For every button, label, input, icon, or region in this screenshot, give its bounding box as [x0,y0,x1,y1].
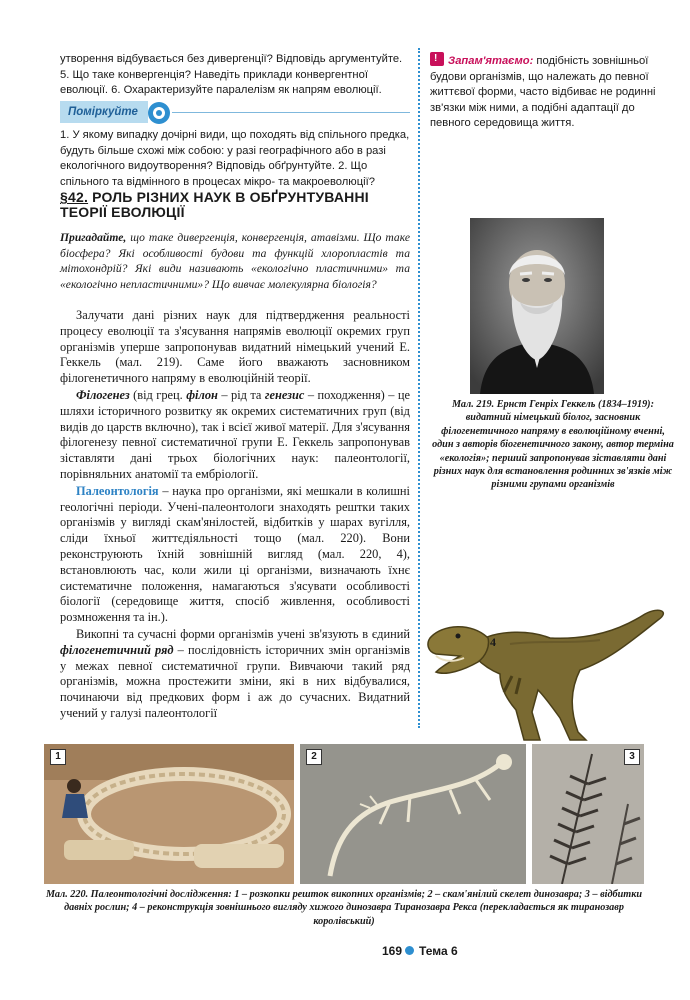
section-title [60,190,410,220]
plant-imprints-image [532,744,644,884]
section-title-text: РОЛЬ РІЗНИХ НАУК В ОБҐРУНТУВАННІ ТЕОРІЇ ЕВОЛЮЦІЇ [60,189,369,220]
remember-box [430,52,668,132]
p2-text-b: – рід та [217,387,265,402]
photo-3-label: 3 [624,749,640,765]
think-label: Поміркуйте [60,101,148,123]
page-footer [382,944,458,960]
think-icon [146,100,172,126]
paragraph-4 [60,627,410,722]
figure-220-caption: Мал. 220. Палеонтологічні дослідження: 1 – розкопки решток викопних організмів; 2 – скам'янілий скелет динозавра; 3 – відбитки давніх рослин; 4 – реконструкція зовнішнього вигляду хижого динозавра Тиранозавра Рекса (перекладається як тиранозавр королівський) [45,889,643,927]
paragraph-2 [60,388,410,483]
portrait-caption: Мал. 219. Ернст Генріх Геккель (1834–1919): видатний німецький біолог, засновник філогенетичного напряму в еволюційному вченні, один з авторів біогенетичного закону, автор терміна «екологія»; перший запропонував зіставляти дані різних наук для встановлення родинних зв'язків між різними групами організмів [432,399,674,491]
body-text [60,308,410,722]
recall-text: що таке дивергенція, конвергенція, атавізми. Що таке біосфера? Які особливості будови та функцій хлоропластів та мітохондрій? Які види називають «екологічно пластичними» та «екологічно непластичними»? Що вивчає молекулярна біологія? [60,231,410,291]
p4-text-b: – послідовність історичних змін організмів у межах певної систематичної групи. Вивчаючи такий ряд організмів, можна простежити зміни, які в них відбувалися, починаючи від предкових форм і аж до сучасних. Видатний учений у галузі палеонтології [60,642,410,720]
think-header [60,100,410,126]
plant-imprints-photo [532,744,644,884]
fossil-skeleton-image [300,744,526,884]
term-phylogenesis: Філогенез [76,387,130,402]
topic-label: Тема 6 [419,944,458,958]
photo-1-label: 1 [50,749,66,765]
greek-term-2: генезис [264,387,305,402]
remember-icon: ! [430,52,444,66]
p2-text-c: – походження) – це шляхи історичного розвитку як окремих систематичних груп (від видів до царств включно), так і всієї живої матерії. Для з'ясування філогенезу певної систематичної групи Е. Геккель запропонував зіставляти дані трьох біологічних наук: палеонтології, порівняльних анатомії та ембріології. [60,387,410,481]
p3-text: – наука про організми, які мешкали в колишні геологічні періоди. Учені-палеонтологи знаходять рештки таких організмів у вигляді скам'янілостей, відбитків у шарах вугілля, сліди їхньої життєдіяльності тощо (мал. 220). Вони реконструюють їхній зовнішній вигляд (мал. 220, 4), встановлюють час, коли жили ці організми, визначають їхнє систематичне положення, намагаються з'ясувати особливості біології (середовище життя, спосіб живлення, особливості розмноження та ін.). [60,483,410,625]
page-number: 169 [382,944,403,958]
paragraph-1: Залучати дані різних наук для підтвердження реальності процесу еволюції та з'ясування напрямів еволюції окремих груп організмів уперше запропонував видатний німецький учений Е. Геккель (мал. 219). Саме його вважають засновником філогенетичного напряму в еволюційній теорії. [60,308,410,386]
recall-block [60,230,410,292]
top-question-text: утворення відбувається без дивергенції? Відповідь аргументуйте. 5. Що таке конвергенція? Наведіть приклади конвергентної еволюції. 6. Охарактеризуйте паралелізм як напрям еволюції. [60,53,403,97]
think-questions: 1. У якому випадку дочірні види, що походять від спільного предка, будуть більше схожі між собою: у разі географічного або в разі екологічного видоутворення? Відповідь обґрунтуйте. 2. Що спільного та відмінного в процесах мікро- та макроеволюції? [60,129,410,188]
remember-text: подібність зовнішньої будови організмів, що належать до певної життєвої форми, часто відбиває не родинні зв'язки між ними, а подібні адаптації до певного середовища життя. [430,55,656,130]
greek-term-1: філон [186,387,218,402]
p4-text-a: Викопні та сучасні форми організмів учені зв'язують в єдиний [76,626,410,641]
remember-label: Запам'ятаємо: [448,55,534,67]
think-divider-line [172,112,410,113]
term-paleontology: Палеонтологія [76,483,159,498]
recall-label: Пригадайте, [60,231,127,244]
excavation-photo [44,744,294,884]
photo-2-label: 2 [306,749,322,765]
tyrannosaurus-reconstruction-image [420,600,670,750]
section-number: §42. [60,189,89,205]
dino-label: 4 [490,635,496,649]
page-dot-icon [405,946,414,955]
paragraph-3 [60,484,410,626]
fossil-skeleton-photo [300,744,526,884]
term-phylogenetic-series: філогенетичний ряд [60,642,174,657]
excavation-image [44,744,294,884]
haeckel-portrait-image [470,218,604,394]
p2-text-a: (від грец. [129,387,187,402]
